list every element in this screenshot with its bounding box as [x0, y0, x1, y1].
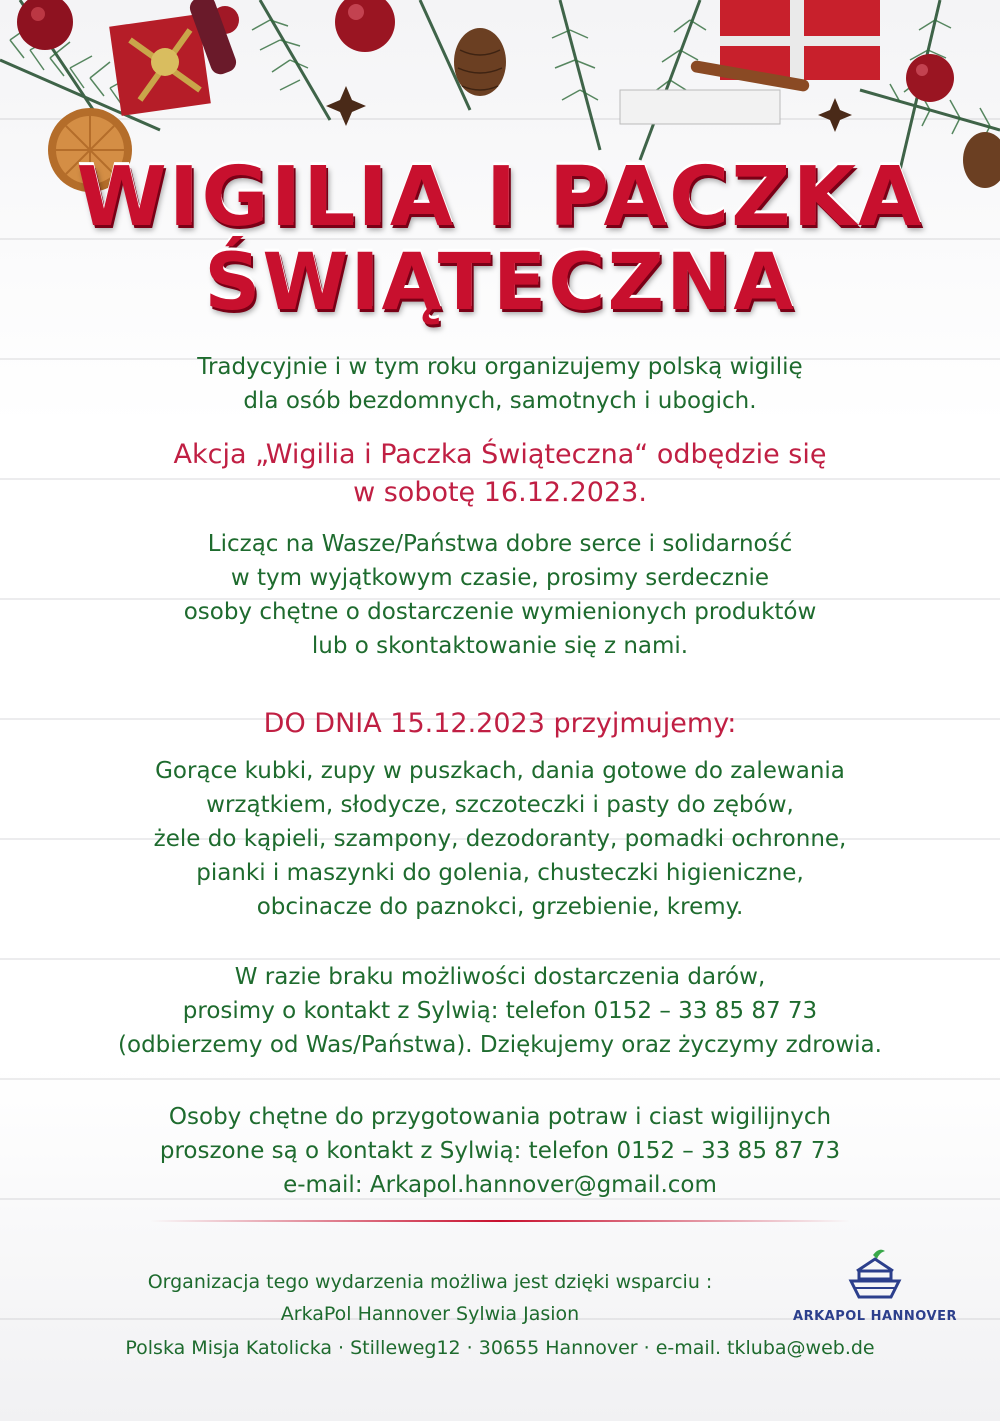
appeal-text [0, 527, 1000, 663]
items-line: żele do kąpieli, szampony, dezodoranty, pomadki ochronne, [153, 826, 847, 852]
contact-line: prosimy o kontakt z Sylwią: telefon 0152 – 33 85 87 73 [182, 998, 818, 1024]
logo-name: ARKAPOL HANNOVER [793, 1309, 957, 1324]
arkapol-logo [790, 1245, 960, 1324]
event-line: Akcja „Wigilia i Paczka Świąteczna“ odbędzie się [173, 439, 827, 470]
ark-with-dove-icon [845, 1245, 905, 1305]
separator-line [150, 1220, 850, 1222]
items-list [0, 754, 1000, 924]
items-line: wrzątkiem, słodycze, szczoteczki i pasty do zębów, [206, 792, 794, 818]
volunteers-line: proszone są o kontakt z Sylwią: telefon 0152 – 33 85 87 73 [159, 1138, 841, 1164]
items-line: obcinacze do paznokci, grzebienie, kremy. [256, 894, 744, 920]
appeal-line: osoby chętne o dostarczenie wymienionych produktów [183, 599, 817, 625]
contact-line: W razie braku możliwości dostarczenia darów, [234, 964, 766, 990]
deadline-heading: DO DNIA 15.12.2023 przyjmujemy: [263, 708, 737, 739]
appeal-line: w tym wyjątkowym czasie, prosimy serdecznie [230, 565, 770, 591]
volunteers-email: e-mail: Arkapol.hannover@gmail.com [283, 1172, 717, 1198]
intro-line: Tradycyjnie i w tym roku organizujemy polską wigilię [197, 354, 803, 380]
volunteers-text [0, 1100, 1000, 1202]
appeal-line: lub o skontaktowanie się z nami. [311, 633, 689, 659]
items-line: pianki i maszynki do golenia, chusteczki higieniczne, [196, 860, 804, 886]
items-line: Gorące kubki, zupy w puszkach, dania gotowe do zalewania [155, 758, 845, 784]
intro-text [0, 350, 1000, 418]
title-line-2: ŚWIĄTECZNA [204, 238, 796, 328]
appeal-line: Licząc na Wasze/Państwa dobre serce i solidarność [207, 531, 793, 557]
title-line-1: WIGILIA I PACZKA [76, 150, 924, 245]
footer-line: ArkaPol Hannover Sylwia Jasion [280, 1303, 580, 1325]
intro-line: dla osób bezdomnych, samotnych i ubogich. [243, 388, 757, 414]
event-date: w sobotę 16.12.2023. [353, 477, 647, 508]
contact-line: (odbierzemy od Was/Państwa). Dziękujemy oraz życzymy zdrowia. [118, 1032, 882, 1058]
footer-line: Organizacja tego wydarzenia możliwa jest dzięki wsparciu : [147, 1271, 713, 1293]
footer-address: Polska Misja Katolicka · Stilleweg12 · 30655 Hannover · e-mail. tkluba@web.de [125, 1337, 875, 1359]
event-announcement [0, 436, 1000, 512]
volunteers-line: Osoby chętne do przygotowania potraw i ciast wigilijnych [168, 1104, 832, 1130]
contact-text [0, 960, 1000, 1062]
